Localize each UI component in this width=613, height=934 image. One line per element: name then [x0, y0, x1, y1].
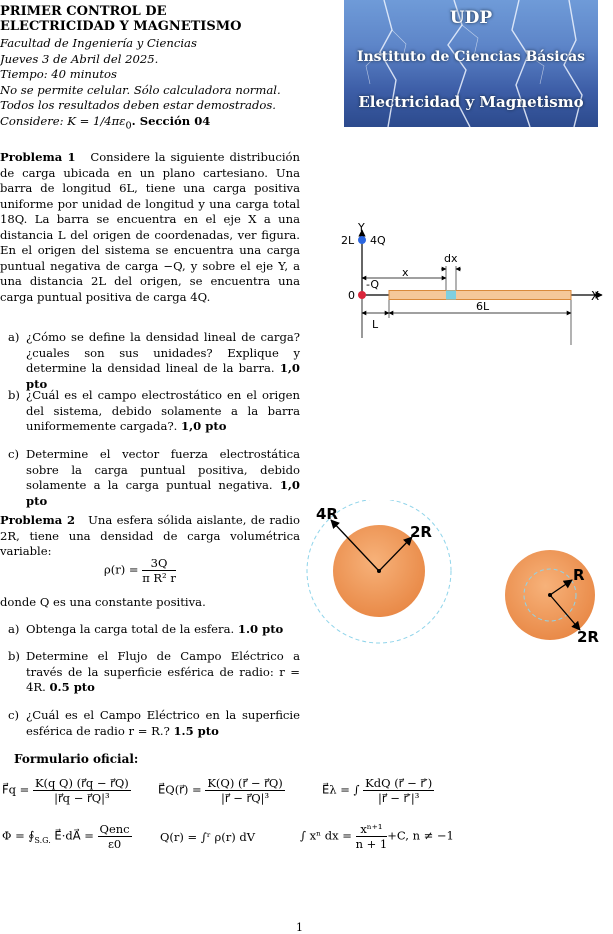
udp-banner	[344, 0, 598, 127]
item-points: 1,0 pto	[26, 361, 300, 391]
origin-charge: -Q	[366, 278, 380, 291]
banner-institute: Instituto de Ciencias Básicas	[356, 49, 586, 65]
problem-1-statement	[0, 150, 300, 305]
sphere-figure	[300, 500, 610, 660]
rho-denominator: π R² r	[142, 571, 176, 585]
negative-charge	[358, 291, 366, 299]
formula-lhs: F⃗q =	[2, 782, 30, 797]
dx-element	[446, 291, 456, 300]
label-2R-right: 2R	[577, 628, 599, 646]
item-text: Obtenga la carga total de la esfera.	[26, 622, 235, 636]
formula-charge-integral: Q(r) = ∫ʳ ρ(r) dV	[160, 830, 256, 844]
item-label: b)	[8, 388, 20, 402]
rule-demonstrate: Todos los resultados deben estar demostrados.	[0, 98, 276, 112]
item-label: c)	[8, 708, 20, 722]
formula-numerator: Qenc	[99, 822, 130, 836]
problem-1-text: Considere la siguiente distribución de carga ubicada en un plano cartesiano. Una barra de longitud 6L, tiene una carga positiva uniforme por unidad de longitud y una carga total 18Q. La barra se encuentra en el eje X a una distancia L del origen de coordenadas, ver figura. En el origen del sistema se encuentra una carga puntual negativa de carga −Q, y sobre el eje Y, a una distancia 2L del origen, se encuentra una carga puntual positiva de carga 4Q.	[0, 150, 300, 304]
formula-denominator: |r⃗ − r⃗Q|³	[220, 791, 270, 805]
rho-numerator: 3Q	[142, 556, 176, 571]
item-label: a)	[8, 330, 20, 344]
exam-date: Jueves 3 de Abril del 2025.	[0, 51, 159, 66]
label-4R: 4R	[316, 505, 338, 523]
formula-line-field	[322, 776, 434, 805]
title-line-1: PRIMER CONTROL DE	[0, 4, 167, 19]
problem-1-item-c	[0, 447, 300, 509]
problem-1-item-b	[0, 388, 300, 435]
faculty: Facultad de Ingeniería y Ciencias	[0, 36, 197, 50]
origin-label: 0	[348, 289, 355, 302]
item-text: ¿Cuál es el campo electrostático en el origen del sistema, debido solamente a la barra uniformemente cargada?.	[26, 388, 300, 433]
item-label: c)	[8, 447, 20, 461]
problem-1-heading: Problema 1	[0, 150, 76, 164]
formula-power-integral	[300, 822, 454, 851]
density-formula	[104, 556, 176, 585]
top-charge-value: 4Q	[370, 234, 386, 247]
item-text: Determine el vector fuerza electrostática sobre la carga puntual positiva, debido solamente a la carga puntual negativa.	[26, 447, 300, 492]
item-text: ¿Cuál es el Campo Eléctrico en la superficie esférica de radio r = R.?	[26, 708, 300, 738]
bar-length-label: 6L	[476, 300, 490, 313]
problem-2-text: Una esfera sólida aislante, de radio 2R, tiene una densidad de carga volumétrica variable:	[0, 513, 300, 558]
top-charge-position: 2L	[341, 234, 355, 247]
formula-lhs: E⃗λ = ∫	[322, 782, 360, 797]
formula-middle: E⃗·dA⃗ =	[54, 828, 94, 843]
formulas-heading: Formulario oficial:	[14, 752, 139, 766]
label-2R-left: 2R	[410, 523, 432, 541]
consider-sub: 0	[125, 119, 132, 131]
item-points: 1,0 pto	[26, 478, 300, 508]
problem-2-item-c	[0, 708, 300, 739]
rho-lhs: ρ(r) =	[104, 562, 139, 577]
rule-phone: No se permite celular. Sólo calculadora normal.	[0, 82, 281, 97]
banner-udp: UDP	[449, 8, 493, 28]
problem-2-heading: Problema 2	[0, 513, 76, 527]
formula-denominator: |r⃗ − r⃗′|³	[377, 791, 420, 805]
label-R: R	[573, 566, 585, 584]
problem-2-after: donde Q es una constante positiva.	[0, 595, 206, 609]
charge-distribution-figure	[334, 220, 604, 345]
problem-1-item-a	[0, 330, 300, 392]
item-points: 1,0 pto	[181, 419, 227, 433]
formula-numerator: KdQ (r⃗ − r⃗′)	[365, 776, 433, 790]
consider-label: Considere: K = 1/4πε	[0, 113, 126, 128]
problem-2-item-b	[0, 649, 300, 696]
formula-lhs: Φ = ∮	[2, 828, 35, 843]
positive-charge	[358, 236, 366, 244]
formula-denominator: n + 1	[355, 837, 388, 851]
formula-numerator: K(Q) (r⃗ − r⃗Q)	[207, 776, 283, 790]
x-distance-label: x	[402, 266, 409, 279]
formula-subscript: S.G.	[34, 835, 51, 845]
item-text: Determine el Flujo de Campo Eléctrico a través de la superficie esférica de radio: r = 4R.	[26, 649, 300, 694]
item-points: 1.0 pto	[237, 622, 284, 636]
item-label: a)	[8, 622, 20, 636]
formula-denominator: |r⃗q − r⃗Q|³	[54, 791, 110, 805]
formula-denominator: ε0	[107, 837, 122, 851]
exam-info	[0, 36, 335, 133]
banner-course: Electricidad y Magnetismo	[358, 93, 584, 111]
consider-line	[0, 114, 335, 134]
formula-numerator: K(q Q) (r⃗q − r⃗Q)	[34, 776, 129, 790]
L-label: L	[372, 318, 379, 331]
item-text: ¿Cómo se define la densidad lineal de carga? ¿cuales son sus unidades? Explique y determine la densidad lineal de la barra.	[26, 330, 300, 375]
exam-title	[0, 4, 330, 34]
item-points: 0.5 pto	[49, 680, 95, 694]
exam-time: Tiempo: 40 minutos	[0, 67, 117, 81]
item-label: b)	[8, 649, 20, 663]
title-line-2: ELECTRICIDAD Y MAGNETISMO	[0, 19, 242, 34]
problem-2-statement	[0, 513, 300, 560]
problem-2-item-a	[0, 622, 300, 638]
page-number: 1	[296, 921, 303, 934]
formula-coulomb-force	[2, 776, 131, 805]
section-label: . Sección 04	[131, 113, 211, 128]
formula-gauss-law	[2, 822, 132, 851]
x-axis-label: X	[591, 289, 600, 303]
charged-bar	[389, 291, 571, 300]
formula-numerator: xⁿ⁺¹	[356, 822, 388, 837]
formula-lhs: E⃗Q(r⃗) =	[158, 782, 202, 797]
formula-rhs: +C, n ≠ −1	[387, 828, 454, 843]
dx-label: dx	[444, 252, 458, 265]
y-axis-label: Y	[358, 221, 365, 234]
item-points: 1.5 pto	[173, 723, 219, 738]
formula-lhs: ∫ xⁿ dx =	[300, 828, 352, 843]
formula-point-field	[158, 776, 285, 805]
